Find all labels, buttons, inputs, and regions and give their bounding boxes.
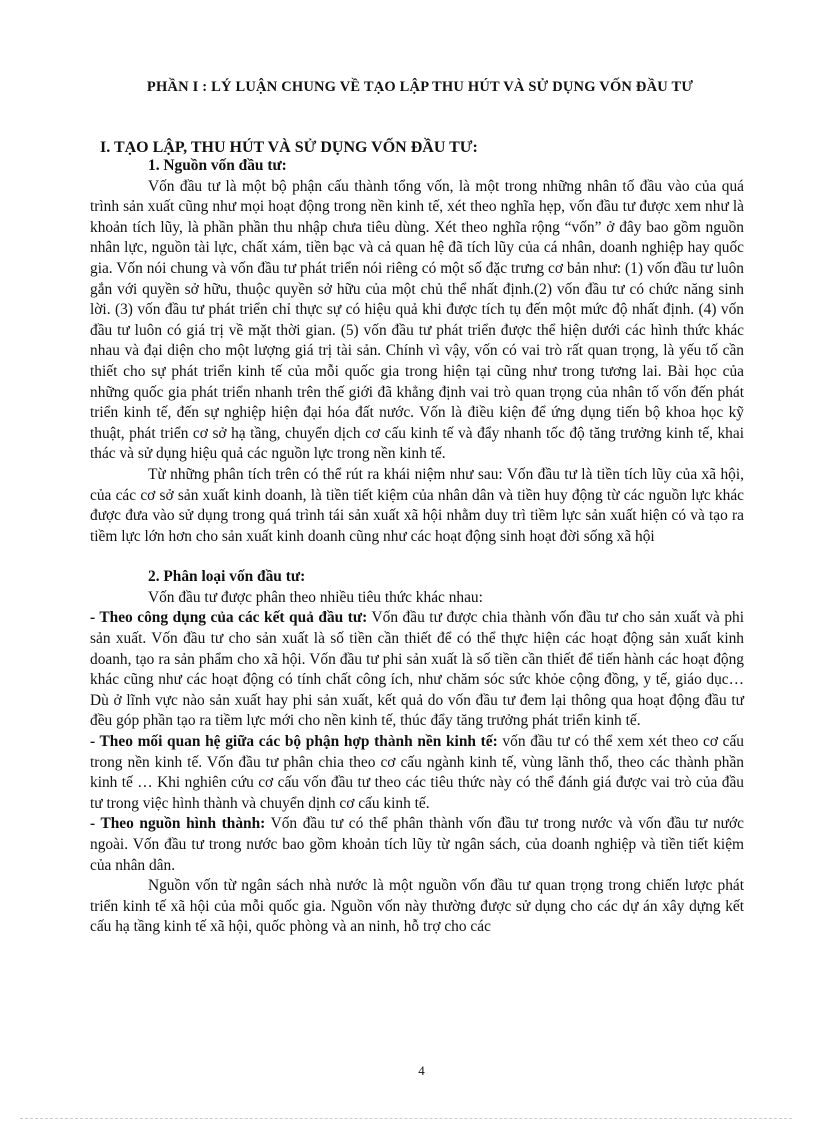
paragraph-2: Từ những phân tích trên có thể rút ra khái niệm như sau: Vốn đầu tư là tiền tích lũy của xã hội, của các cơ sở sản xuất kinh doanh, là tiền tiết kiệm của nhân dân và tiền huy động từ các nguồn lực khác được đưa vào sử dụng trong quá trình tái sản xuất xã hội nhằm duy trì tiềm lực sản xuất hiện có và tạo ra tiềm lực lớn hơn cho sản xuất kinh doanh cũng như các hoạt động sinh hoạt đời sống xã hội xyxy=(90,465,744,545)
subsection-title-2: 2. Phân loại vốn đầu tư: xyxy=(148,568,306,586)
paragraph-5-label: - Theo mối quan hệ giữa các bộ phận hợp thành nền kinh tế: xyxy=(90,733,498,751)
document-body xyxy=(90,156,744,938)
paragraph-5-text: vốn đầu tư có thể xem xét theo cơ cấu trong nền kinh tế. Vốn đầu tư phân chia theo cơ cấu ngành kinh tế, vùng lãnh thổ, theo các thành phần kinh tế … Khi nghiên cứu cơ cấu vốn đầu tư theo các tiêu thức này có thể đánh giá được vai trò của đầu tư trong việc hình thành và chuyển dịnh cơ cấu kinh tế. xyxy=(90,733,745,812)
paragraph-gap xyxy=(90,547,744,567)
paragraph-4-label: - Theo công dụng của các kết quả đầu tư: xyxy=(90,609,368,627)
paragraph-6 xyxy=(90,814,744,876)
paragraph-4-text: Vốn đầu tư được chia thành vốn đầu tư cho sản xuất và phi sản xuất. Vốn đầu tư cho sản xuất là số tiền cần thiết để có thể thực hiện các hoạt động sản xuất kinh doanh, tạo ra sản phẩm cho xã hội. Vốn đầu tư phi sản xuất là số tiền cần thiết để tiến hành các hoạt động khác cũng như các hoạt động có tính chất công ích, như chăm sóc sức khỏe cộng đồng, y tế, giáo dục… Dù ở lĩnh vực nào sản xuất hay phi sản xuất, kết quả do vốn đầu tư đem lại thông qua hoạt động đầu tư đều góp phần tạo ra tiềm lực mới cho nền kinh tế, thúc đẩy tăng trưởng phát triển kinh tế. xyxy=(90,609,744,730)
section-title: I. TẠO LẬP, THU HÚT VÀ SỬ DỤNG VỐN ĐẦU TƯ: xyxy=(100,139,478,156)
footer-divider xyxy=(20,1118,792,1119)
paragraph-7: Nguồn vốn từ ngân sách nhà nước là một nguồn vốn đầu tư quan trọng trong chiến lược phát triển kinh tế xã hội của mỗi quốc gia. Nguồn vốn này thường được sử dụng cho các dự án xây dựng kết cấu hạ tầng kinh tế xã hội, quốc phòng và an ninh, hỗ trợ cho các xyxy=(90,877,744,936)
subsection-title-1: 1. Nguồn vốn đầu tư: xyxy=(148,157,287,174)
paragraph-5 xyxy=(90,732,744,814)
page-number: 4 xyxy=(418,1063,425,1078)
paragraph-6-text: Vốn đầu tư có thể phân thành vốn đầu tư trong nước và vốn đầu tư nước ngoài. Vốn đầu tư trong nước bao gồm khoản tích lũy từ ngân sách, của doanh nghiệp và tiền tiết kiệm của nhân dân. xyxy=(90,815,744,874)
paragraph-6-label: - Theo nguồn hình thành: xyxy=(90,815,266,833)
paragraph-1: Vốn đầu tư là một bộ phận cấu thành tổng vốn, là một trong những nhân tố đầu vào của quá trình sản xuất cũng như mọi hoạt động trong nền kinh tế, xét theo nghĩa hẹp, vốn đầu tư được xem như là khoản tích lũy, là phần phần thu nhập chưa tiêu dùng. Xét theo nghĩa rộng “vốn” ở đây bao gồm nguồn nhân lực, nguồn tài lực, chất xám, tiền bạc và cả quan hệ đã tích lũy của cá nhân, doanh nghiệp hay quốc gia. Vốn nói chung và vốn đầu tư phát triển nói riêng có một số đặc trưng cơ bản như: (1) vốn đầu tư luôn gắn với quyền sở hữu, thuộc quyền sở hữu của một chủ thể nhất định.(2) vốn đầu tư có chức năng sinh lời. (3) vốn đầu tư phát triển chỉ thực sự có hiệu quả khi được tích tụ đến một mức độ nhất định. (4) vốn đầu tư luôn có giá trị về mặt thời gian. (5) vốn đầu tư phát triển được thể hiện dưới các hình thức khác nhau và đại diện cho một lượng giá trị tài sản. Chính vì vậy, vốn có vai trò rất quan trọng, là yếu tố cần thiết cho sự phát triển kinh tế của mỗi quốc gia trong hiện tại cũng như trong tương lai. Bài học của những quốc gia phát triển nhanh trên thế giới đã khẳng định vai trò quan trọng của nhân tố vốn đến phát triển kinh tế, đến sự nghiệp hiện đại hóa đất nước. Vốn là điều kiện để ứng dụng tiến bộ khoa học kỹ thuật, phát triển cơ sở hạ tầng, chuyển dịch cơ cấu kinh tế và đẩy nhanh tốc độ tăng trưởng kinh tế, khai thác và sử dụng hiệu quả các nguồn lực trong nền kinh tế. xyxy=(90,177,744,463)
paragraph-3: Vốn đầu tư được phân theo nhiều tiêu thức khác nhau: xyxy=(148,588,483,606)
chapter-heading: PHẦN I : LÝ LUẬN CHUNG VỀ TẠO LẬP THU HÚT VÀ SỬ DỤNG VỐN ĐẦU TƯ xyxy=(146,79,694,95)
paragraph-4 xyxy=(90,608,744,732)
